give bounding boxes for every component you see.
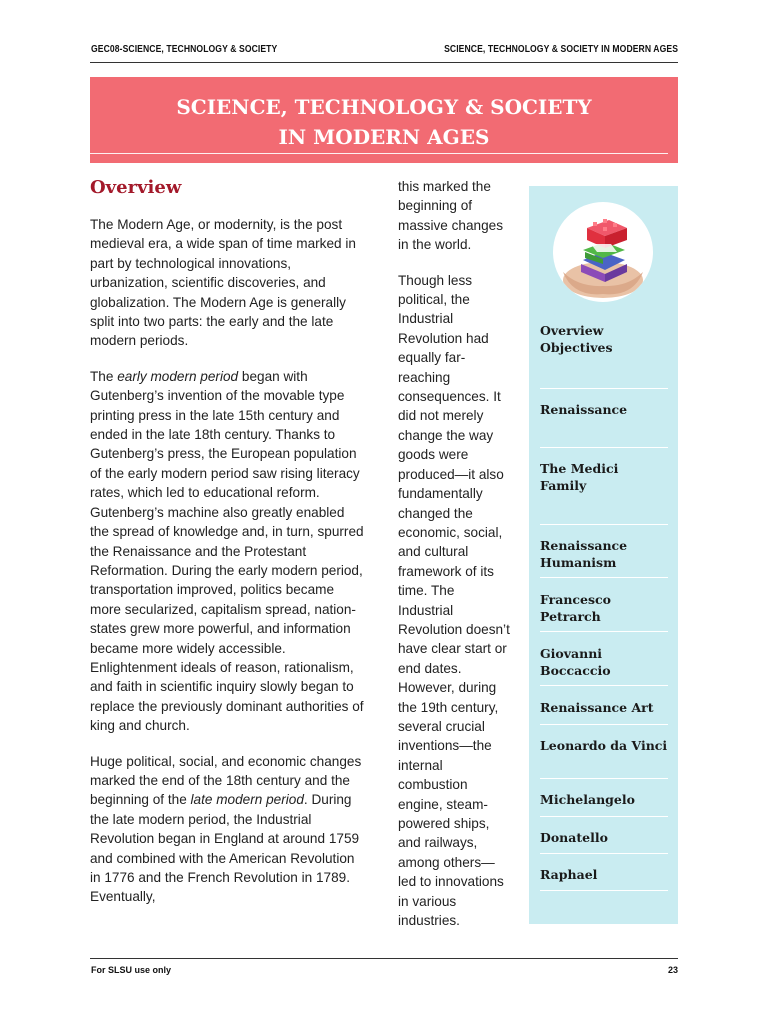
sidebar-item-leonardo-da-vinci[interactable]: Leonardo da Vinci [540, 738, 668, 753]
sidebar-divider [540, 685, 668, 686]
body-paragraph [90, 367, 366, 736]
sidebar-item-giovanni-boccaccio[interactable]: Giovanni Boccaccio [540, 646, 611, 678]
body-paragraph: this marked the beginning of massive changes in the world. [398, 179, 504, 253]
page-title: SCIENCE, TECHNOLOGY & SOCIETY IN MODERN AGES [176, 95, 592, 149]
sidebar-divider [540, 890, 668, 891]
italic-term: early modern period [117, 368, 239, 384]
sidebar-item-the-medici-family[interactable]: The Medici Family [540, 461, 619, 493]
banner-underline [90, 153, 668, 154]
italic-term: late modern period [190, 792, 304, 808]
sidebar-item-renaissance-humanism[interactable]: Renaissance Humanism [540, 538, 628, 570]
sidebar-item-raphael[interactable]: Raphael [540, 867, 598, 882]
sidebar-item-renaissance[interactable]: Renaissance [540, 402, 628, 417]
sidebar-divider [540, 388, 668, 389]
header-course-title: GEC08-SCIENCE, TECHNOLOGY & SOCIETY [91, 44, 278, 55]
sidebar-item-michelangelo[interactable]: Michelangelo [540, 792, 635, 807]
sidebar-item-francesco-petrarch[interactable]: Francesco Petrarch [540, 592, 611, 624]
body-paragraph: Though less political, the Industrial Revolution had equally far-reaching consequences. It did not merely change the way goods were produced—it also fundamentally changed the economic, social, and cultural framework of its time. The Industrial Revolution doesn’t have clear start or end dates. However, during the 19th century, several crucial inventions—the internal combustion engine, steam-powered ships, and railways, among others—led to innovations in various industries. [398, 272, 510, 929]
page-number: 23 [667, 965, 678, 975]
title-banner [90, 77, 678, 163]
topic-sidebar [529, 186, 678, 924]
sidebar-item-renaissance-art[interactable]: Renaissance Art [540, 700, 654, 715]
footer-divider [90, 958, 678, 959]
sidebar-divider [540, 816, 668, 817]
sidebar-divider [540, 447, 668, 448]
body-paragraph [90, 752, 366, 907]
body-column-1 [90, 215, 366, 923]
header-chapter-title: SCIENCE, TECHNOLOGY & SOCIETY IN MODERN AGES [444, 44, 678, 55]
sidebar-divider [540, 577, 668, 578]
sidebar-divider [540, 853, 668, 854]
sidebar-divider [540, 778, 668, 779]
text-run: The [90, 368, 118, 384]
text-run: Huge political, social, and economic changes marked the end of the 18th century and the beginning of the [90, 753, 362, 808]
sidebar-divider [540, 524, 668, 525]
body-paragraph [90, 215, 366, 351]
header-divider [90, 62, 678, 63]
sidebar-divider [540, 631, 668, 632]
sidebar-divider [540, 724, 668, 725]
body-column-2 [398, 177, 512, 946]
sidebar-item-donatello[interactable]: Donatello [540, 830, 608, 845]
hands-holding-blocks-image [553, 202, 653, 302]
text-run: The Modern Age, or modernity, is the post medieval era, a wide span of time marked in part by technological innovations, urbanization, scientific discoveries, and globalization. The Modern Age is generally split into two parts: the early and the late modern periods. [90, 217, 356, 349]
text-run: began with Gutenberg’s invention of the movable type printing press in the late 15th century and ended in the late 18th century. Thanks to Gutenberg’s press, the European population of the early modern period saw rising literacy rates, which led to educational reform. Gutenberg’s machine also greatly enabled the spread of knowledge and, in turn, spurred the Renaissance and the Protestant Reformation. During the early modern period, transportation improved, politics became more secularized, capitalism spread, nation-states grew more powerful, and information became more widely accessible. Enlightenment ideals of reason, rationalism, and faith in scientific inquiry slowly began to replace the previously dominant authorities of king and church. [90, 368, 364, 734]
footer-notice: For SLSU use only [91, 965, 172, 975]
text-run: . During the late modern period, the Industrial Revolution began in England at around 1759 and combined with the American Revolution in 1776 and the French Revolution in 1789. Eventually, [90, 792, 360, 905]
sidebar-item-overview-objectives[interactable]: Overview Objectives [540, 323, 613, 355]
overview-heading: Overview [90, 177, 182, 198]
